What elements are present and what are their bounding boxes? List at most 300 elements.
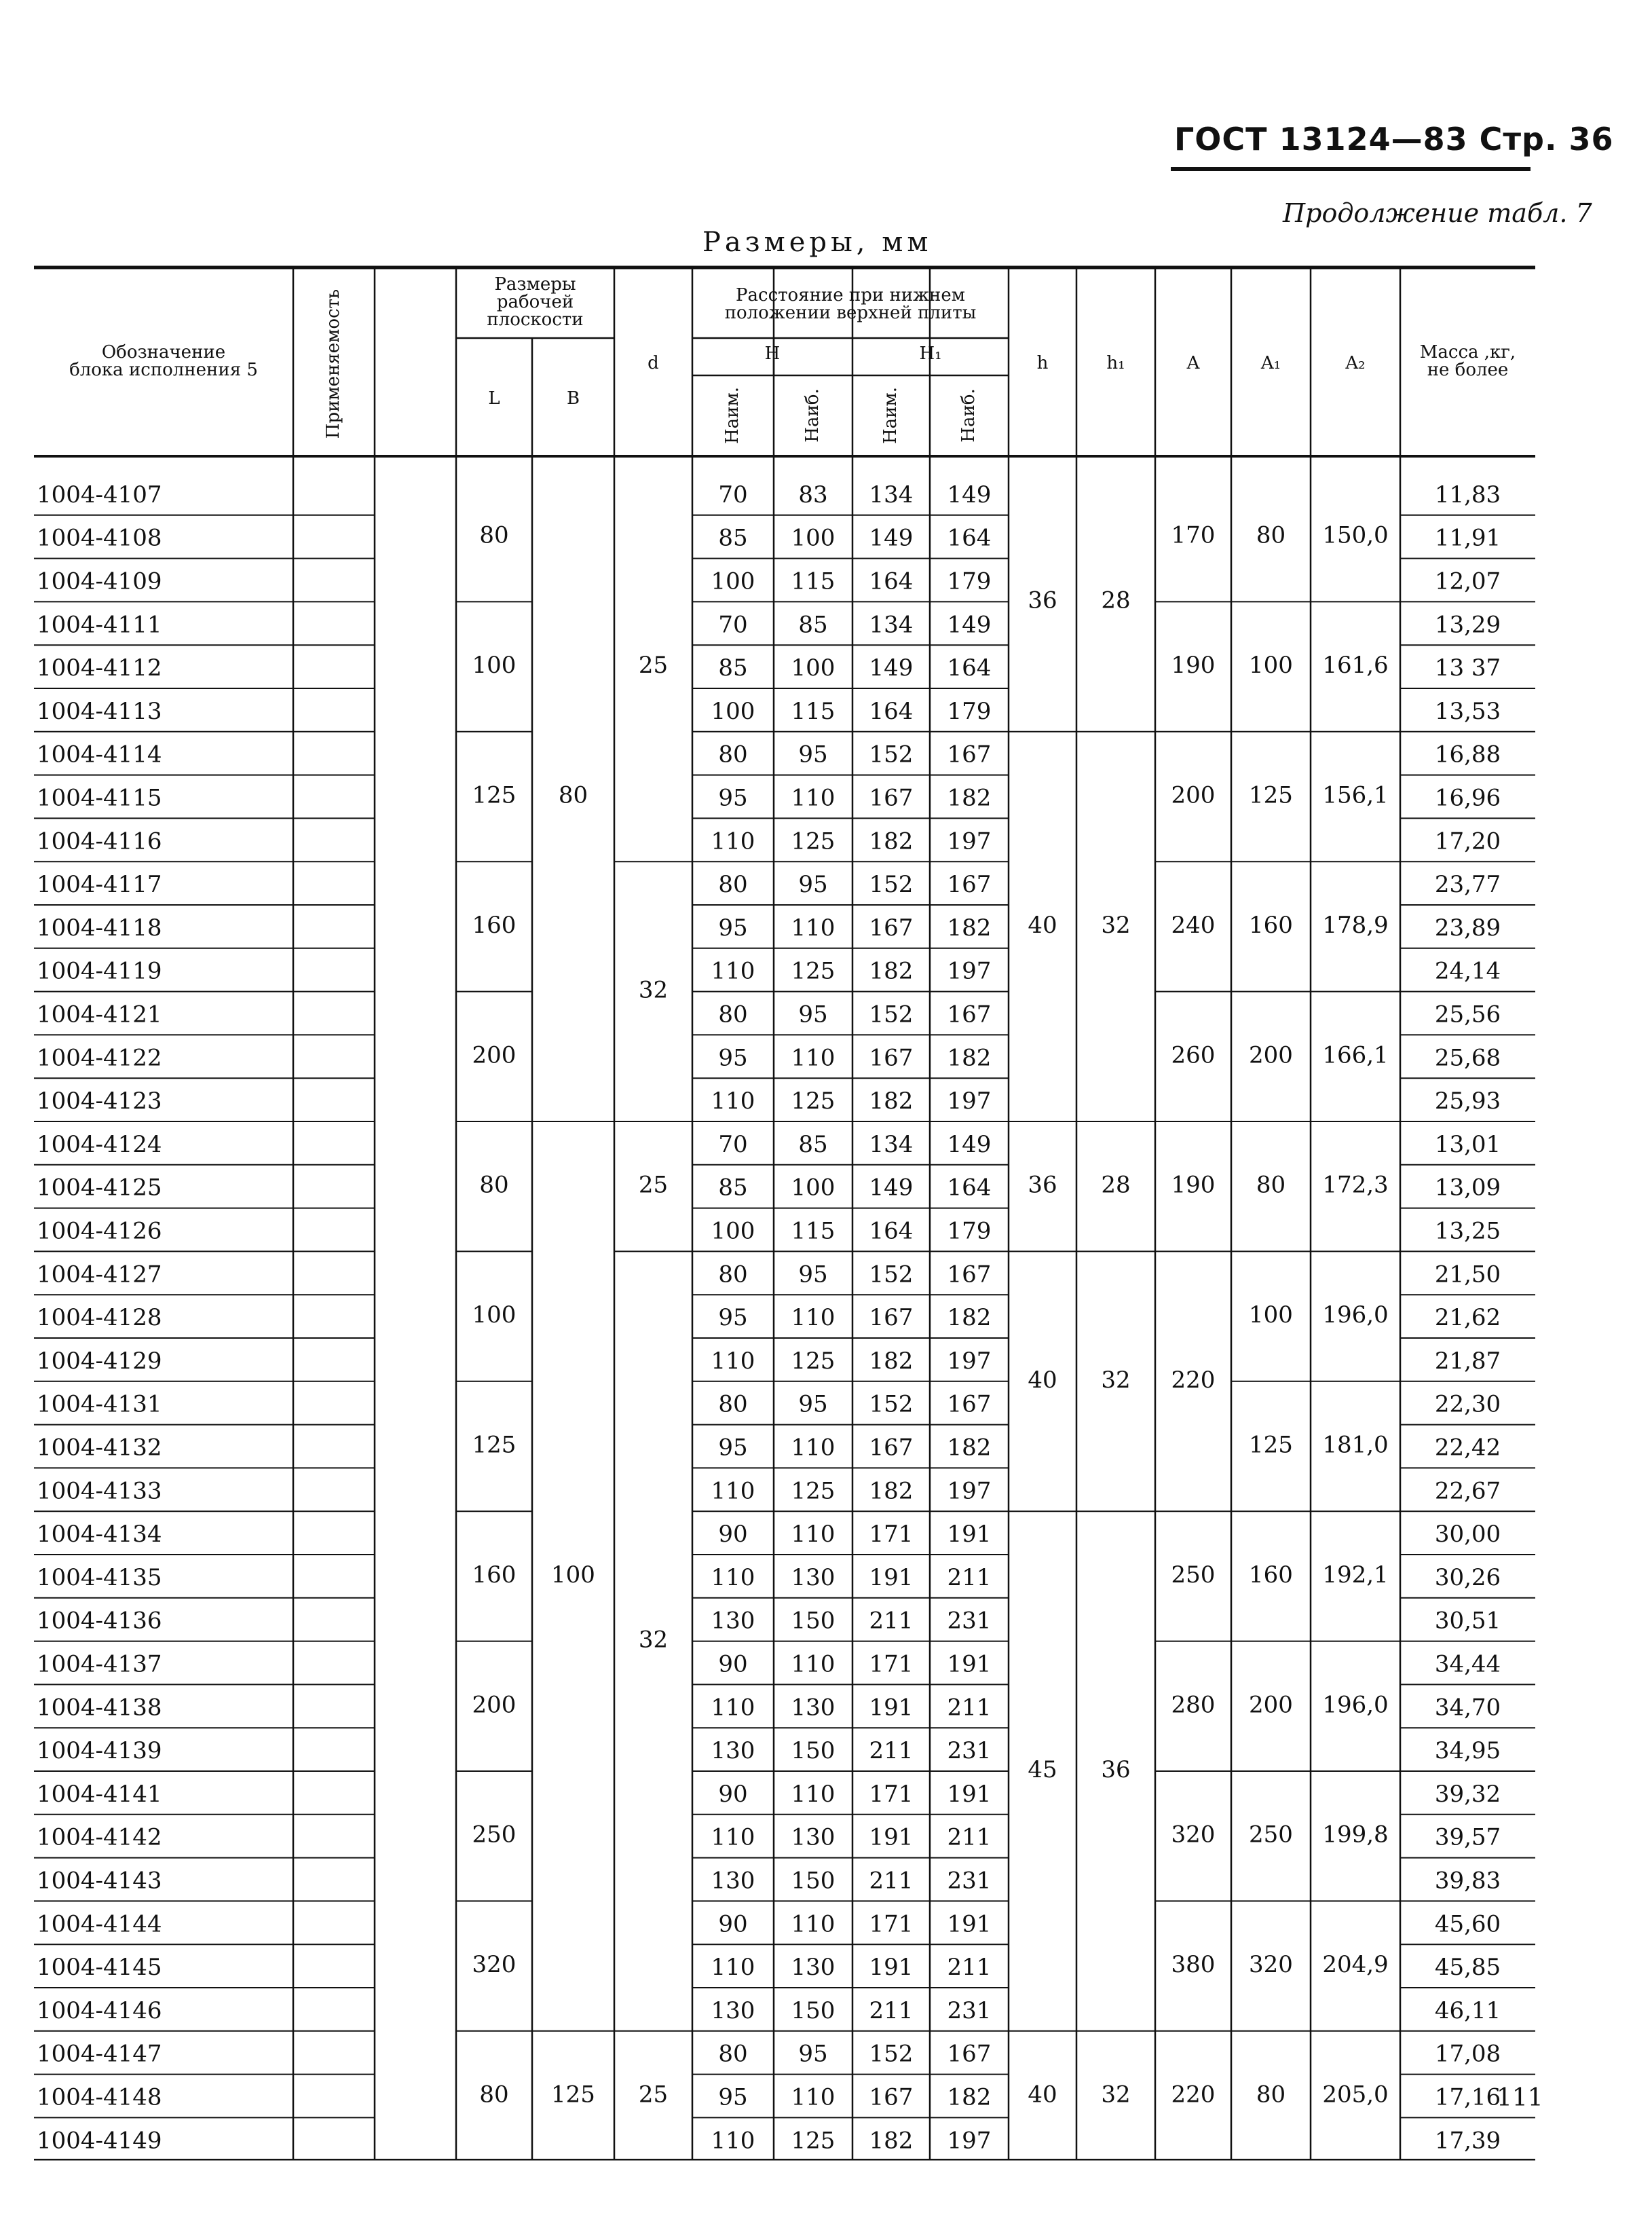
distance-value: 211 <box>869 1737 914 1765</box>
distance-value: 90 <box>718 1521 748 1548</box>
block-designation: 1004-4134 <box>37 1521 162 1548</box>
distance-value: 125 <box>791 2127 836 2155</box>
distance-value: 167 <box>869 1304 914 1332</box>
h1-value: 28 <box>1101 587 1131 614</box>
h-value: 45 <box>1028 1756 1057 1783</box>
distance-value: 110 <box>791 1650 836 1678</box>
mass-value: 34,70 <box>1434 1694 1501 1722</box>
block-designation: 1004-4133 <box>37 1477 162 1505</box>
distance-value: 179 <box>947 568 992 595</box>
A2-value: 204,9 <box>1322 1951 1389 1979</box>
distance-value: 125 <box>791 828 836 855</box>
distance-value: 182 <box>869 957 914 985</box>
distance-value: 231 <box>947 1867 992 1895</box>
mass-value: 11,83 <box>1434 481 1501 508</box>
distance-value: 100 <box>711 568 755 595</box>
L-value: 80 <box>479 2081 509 2109</box>
distance-value: 191 <box>947 1521 992 1548</box>
document-header: ГОСТ 13124—83 Стр. 36 <box>1174 121 1614 157</box>
distance-value: 164 <box>947 1174 992 1202</box>
B-value: 125 <box>551 2081 595 2109</box>
distance-value: 70 <box>718 481 748 508</box>
distance-value: 150 <box>791 1997 836 2024</box>
distance-value: 85 <box>798 1130 828 1158</box>
distance-value: 182 <box>947 2083 992 2111</box>
distance-value: 80 <box>718 871 748 899</box>
distance-value: 110 <box>711 957 755 985</box>
distance-value: 130 <box>791 1694 836 1722</box>
L-value: 80 <box>479 521 509 549</box>
mass-value: 25,68 <box>1434 1044 1501 1072</box>
h-value: 40 <box>1028 2081 1057 2109</box>
distance-value: 152 <box>869 1261 914 1288</box>
block-designation: 1004-4129 <box>37 1347 162 1375</box>
distance-value: 110 <box>711 1477 755 1505</box>
h1-value: 36 <box>1101 1756 1131 1783</box>
header-h1: h₁ <box>1106 353 1125 373</box>
distance-value: 110 <box>711 2127 755 2155</box>
distance-value: 130 <box>711 1867 755 1895</box>
mass-value: 13,53 <box>1434 697 1501 725</box>
header-max: Наиб. <box>802 388 823 443</box>
block-designation: 1004-4128 <box>37 1304 162 1332</box>
distance-value: 130 <box>711 1607 755 1635</box>
distance-value: 152 <box>869 871 914 899</box>
distance-value: 90 <box>718 1650 748 1678</box>
header-mass: Масса ,кг, <box>1419 342 1516 363</box>
distance-value: 164 <box>947 524 992 552</box>
distance-value: 152 <box>869 1001 914 1028</box>
A-value: 200 <box>1171 781 1216 809</box>
distance-value: 115 <box>791 697 836 725</box>
A1-value: 80 <box>1256 1171 1286 1199</box>
header-work-surface: Размеры <box>494 274 576 295</box>
A2-value: 196,0 <box>1322 1691 1389 1719</box>
distance-value: 167 <box>869 1434 914 1462</box>
block-designation: 1004-4144 <box>37 1910 162 1938</box>
distance-value: 95 <box>798 1390 828 1418</box>
A2-value: 181,0 <box>1322 1431 1389 1459</box>
distance-value: 150 <box>791 1867 836 1895</box>
distance-value: 149 <box>947 481 992 508</box>
L-value: 160 <box>472 911 517 939</box>
distance-value: 149 <box>947 611 992 639</box>
L-value: 100 <box>472 652 517 680</box>
mass-value: 30,00 <box>1434 1521 1501 1548</box>
distance-value: 110 <box>711 828 755 855</box>
distance-value: 80 <box>718 1261 748 1288</box>
distance-value: 134 <box>869 481 914 508</box>
A-value: 380 <box>1171 1951 1216 1979</box>
distance-value: 125 <box>791 957 836 985</box>
d-value: 32 <box>638 976 669 1004</box>
header-L: L <box>488 388 500 409</box>
mass-value: 16,96 <box>1434 784 1501 812</box>
distance-value: 100 <box>791 654 836 682</box>
distance-value: 90 <box>718 1910 748 1938</box>
distance-value: 164 <box>869 697 914 725</box>
block-designation: 1004-4147 <box>37 2040 162 2068</box>
mass-value: 39,32 <box>1434 1780 1501 1808</box>
distance-value: 95 <box>718 914 748 942</box>
distance-value: 125 <box>791 1088 836 1115</box>
A1-value: 125 <box>1249 781 1293 809</box>
distance-value: 167 <box>947 871 992 899</box>
distance-value: 130 <box>711 1737 755 1765</box>
distance-value: 182 <box>947 914 992 942</box>
L-value: 200 <box>472 1041 517 1069</box>
A-value: 170 <box>1171 521 1216 549</box>
header-work-surface: плоскости <box>487 310 584 330</box>
block-designation: 1004-4118 <box>37 914 162 942</box>
block-designation: 1004-4132 <box>37 1434 162 1462</box>
mass-value: 12,07 <box>1434 568 1501 595</box>
distance-value: 110 <box>791 914 836 942</box>
mass-value: 23,89 <box>1434 914 1501 942</box>
distance-value: 80 <box>718 2040 748 2068</box>
distance-value: 152 <box>869 741 914 768</box>
distance-value: 211 <box>947 1823 992 1851</box>
distance-value: 167 <box>869 2083 914 2111</box>
mass-value: 16,88 <box>1434 741 1501 768</box>
block-designation: 1004-4124 <box>37 1130 162 1158</box>
distance-value: 95 <box>798 1261 828 1288</box>
A-value: 190 <box>1171 1171 1216 1199</box>
mass-value: 23,77 <box>1434 871 1501 899</box>
A1-value: 320 <box>1249 1951 1293 1979</box>
mass-value: 39,57 <box>1434 1823 1501 1851</box>
A2-value: 205,0 <box>1322 2081 1389 2109</box>
block-designation: 1004-4112 <box>37 654 162 682</box>
mass-value: 17,08 <box>1434 2040 1501 2068</box>
header-designation: блока исполнения 5 <box>69 360 258 380</box>
header-h: h <box>1036 353 1049 373</box>
distance-value: 80 <box>718 1001 748 1028</box>
distance-value: 164 <box>869 568 914 595</box>
L-value: 200 <box>472 1691 517 1719</box>
A2-value: 192,1 <box>1322 1561 1389 1589</box>
distance-value: 90 <box>718 1780 748 1808</box>
distance-value: 171 <box>869 1910 914 1938</box>
distance-value: 191 <box>947 1780 992 1808</box>
distance-value: 149 <box>869 654 914 682</box>
distance-value: 110 <box>711 1823 755 1851</box>
distance-value: 130 <box>791 1954 836 1982</box>
A1-value: 125 <box>1249 1431 1293 1459</box>
A1-value: 80 <box>1256 521 1286 549</box>
mass-value: 13,25 <box>1434 1217 1501 1245</box>
distance-value: 164 <box>869 1217 914 1245</box>
block-designation: 1004-4142 <box>37 1823 162 1851</box>
header-applicability: Применяемость <box>323 289 343 439</box>
A-value: 220 <box>1171 2081 1216 2109</box>
distance-value: 95 <box>718 1434 748 1462</box>
block-designation: 1004-4109 <box>37 568 162 595</box>
distance-value: 211 <box>947 1954 992 1982</box>
h1-value: 32 <box>1101 911 1131 939</box>
distance-value: 134 <box>869 611 914 639</box>
block-designation: 1004-4148 <box>37 2083 162 2111</box>
A1-value: 80 <box>1256 2081 1286 2109</box>
distance-value: 125 <box>791 1347 836 1375</box>
distance-value: 100 <box>711 697 755 725</box>
distance-value: 182 <box>947 784 992 812</box>
mass-value: 13,01 <box>1434 1130 1501 1158</box>
mass-value: 45,85 <box>1434 1954 1501 1982</box>
block-designation: 1004-4119 <box>37 957 162 985</box>
distance-value: 152 <box>869 1390 914 1418</box>
distance-value: 182 <box>869 2127 914 2155</box>
distance-value: 95 <box>718 2083 748 2111</box>
distance-value: 130 <box>711 1997 755 2024</box>
mass-value: 39,83 <box>1434 1867 1501 1895</box>
distance-value: 125 <box>791 1477 836 1505</box>
distance-value: 191 <box>869 1563 914 1591</box>
A1-value: 200 <box>1249 1041 1293 1069</box>
distance-value: 150 <box>791 1737 836 1765</box>
sizes-caption: Размеры, мм <box>702 227 933 258</box>
block-designation: 1004-4115 <box>37 784 162 812</box>
distance-value: 110 <box>711 1954 755 1982</box>
block-designation: 1004-4111 <box>37 611 162 639</box>
mass-value: 17,39 <box>1434 2127 1501 2155</box>
block-designation: 1004-4116 <box>37 828 162 855</box>
distance-value: 231 <box>947 1997 992 2024</box>
header-max: Наиб. <box>958 388 979 443</box>
distance-value: 130 <box>791 1823 836 1851</box>
block-designation: 1004-4107 <box>37 481 162 508</box>
A2-value: 166,1 <box>1322 1041 1389 1069</box>
B-value: 100 <box>551 1561 595 1589</box>
distance-value: 167 <box>947 1261 992 1288</box>
distance-value: 110 <box>791 1780 836 1808</box>
A1-value: 250 <box>1249 1821 1293 1849</box>
block-designation: 1004-4131 <box>37 1390 162 1418</box>
block-designation: 1004-4117 <box>37 871 162 899</box>
distance-value: 182 <box>869 1088 914 1115</box>
distance-value: 115 <box>791 568 836 595</box>
distance-value: 191 <box>869 1694 914 1722</box>
block-designation: 1004-4139 <box>37 1737 162 1765</box>
h-value: 40 <box>1028 911 1057 939</box>
distance-value: 167 <box>947 1001 992 1028</box>
distance-value: 179 <box>947 697 992 725</box>
h1-value: 28 <box>1101 1171 1131 1199</box>
block-designation: 1004-4126 <box>37 1217 162 1245</box>
A1-value: 160 <box>1249 911 1293 939</box>
distance-value: 231 <box>947 1607 992 1635</box>
mass-value: 13 37 <box>1434 654 1501 682</box>
header-H1: H₁ <box>919 344 942 364</box>
distance-value: 85 <box>718 1174 748 1202</box>
d-value: 25 <box>638 652 669 680</box>
distance-value: 211 <box>947 1563 992 1591</box>
A2-value: 156,1 <box>1322 781 1389 809</box>
A1-value: 200 <box>1249 1691 1293 1719</box>
block-designation: 1004-4114 <box>37 741 162 768</box>
block-designation: 1004-4108 <box>37 524 162 552</box>
distance-value: 83 <box>798 481 828 508</box>
distance-value: 85 <box>718 524 748 552</box>
A-value: 190 <box>1171 652 1216 680</box>
A1-value: 100 <box>1249 1301 1293 1329</box>
A-value: 260 <box>1171 1041 1216 1069</box>
distance-value: 100 <box>791 524 836 552</box>
distance-value: 100 <box>711 1217 755 1245</box>
mass-value: 25,56 <box>1434 1001 1501 1028</box>
distance-value: 70 <box>718 611 748 639</box>
distance-value: 134 <box>869 1130 914 1158</box>
distance-value: 110 <box>791 784 836 812</box>
distance-value: 231 <box>947 1737 992 1765</box>
distance-value: 164 <box>947 654 992 682</box>
A-value: 320 <box>1171 1821 1216 1849</box>
distance-value: 110 <box>711 1347 755 1375</box>
h-value: 40 <box>1028 1366 1057 1394</box>
distance-value: 167 <box>947 741 992 768</box>
distance-value: 167 <box>947 1390 992 1418</box>
A2-value: 172,3 <box>1322 1171 1389 1199</box>
h1-value: 32 <box>1101 2081 1131 2109</box>
distance-value: 80 <box>718 741 748 768</box>
header-A: A <box>1186 353 1200 373</box>
distance-value: 115 <box>791 1217 836 1245</box>
distance-value: 171 <box>869 1780 914 1808</box>
distance-value: 80 <box>718 1390 748 1418</box>
distance-value: 182 <box>947 1044 992 1072</box>
block-designation: 1004-4137 <box>37 1650 162 1678</box>
block-designation: 1004-4122 <box>37 1044 162 1072</box>
distance-value: 197 <box>947 1477 992 1505</box>
A2-value: 196,0 <box>1322 1301 1389 1329</box>
header-A2: A₂ <box>1345 353 1366 373</box>
A-value: 250 <box>1171 1561 1216 1589</box>
distance-value: 110 <box>791 1521 836 1548</box>
block-designation: 1004-4125 <box>37 1174 162 1202</box>
L-value: 250 <box>472 1821 517 1849</box>
B-value: 80 <box>558 781 588 809</box>
distance-value: 182 <box>947 1434 992 1462</box>
header-min: Наим. <box>880 387 901 444</box>
mass-value: 22,42 <box>1434 1434 1501 1462</box>
mass-value: 34,95 <box>1434 1737 1501 1765</box>
block-designation: 1004-4121 <box>37 1001 162 1028</box>
d-value: 25 <box>638 2081 669 2109</box>
mass-value: 22,30 <box>1434 1390 1501 1418</box>
distance-value: 149 <box>947 1130 992 1158</box>
distance-value: 197 <box>947 2127 992 2155</box>
L-value: 160 <box>472 1561 517 1589</box>
block-designation: 1004-4113 <box>37 697 162 725</box>
L-value: 80 <box>479 1171 509 1199</box>
header-H: H <box>764 344 781 364</box>
header-d: d <box>647 353 659 373</box>
A-value: 240 <box>1171 911 1216 939</box>
distance-value: 211 <box>947 1694 992 1722</box>
distance-value: 110 <box>711 1088 755 1115</box>
d-value: 32 <box>638 1626 669 1654</box>
distance-value: 110 <box>791 1304 836 1332</box>
distance-value: 95 <box>798 871 828 899</box>
distance-value: 191 <box>947 1910 992 1938</box>
distance-value: 85 <box>798 611 828 639</box>
distance-value: 182 <box>869 828 914 855</box>
mass-value: 17,20 <box>1434 828 1501 855</box>
mass-value: 13,09 <box>1434 1174 1501 1202</box>
distance-value: 197 <box>947 828 992 855</box>
d-value: 25 <box>638 1171 669 1199</box>
distance-value: 191 <box>947 1650 992 1678</box>
distance-value: 191 <box>869 1823 914 1851</box>
page-number: 111 <box>1497 2084 1543 2112</box>
A2-value: 178,9 <box>1322 911 1389 939</box>
block-designation: 1004-4135 <box>37 1563 162 1591</box>
A1-value: 160 <box>1249 1561 1293 1589</box>
distance-value: 152 <box>869 2040 914 2068</box>
h-value: 36 <box>1028 1171 1057 1199</box>
distance-value: 110 <box>791 1910 836 1938</box>
block-designation: 1004-4143 <box>37 1867 162 1895</box>
A2-value: 161,6 <box>1322 652 1389 680</box>
distance-value: 110 <box>791 1434 836 1462</box>
L-value: 125 <box>472 781 517 809</box>
block-designation: 1004-4149 <box>37 2127 162 2155</box>
distance-value: 167 <box>869 914 914 942</box>
distance-value: 182 <box>947 1304 992 1332</box>
distance-value: 211 <box>869 1867 914 1895</box>
L-value: 125 <box>472 1431 517 1459</box>
mass-value: 34,44 <box>1434 1650 1501 1678</box>
mass-value: 13,29 <box>1434 611 1501 639</box>
distance-value: 95 <box>718 1044 748 1072</box>
distance-value: 95 <box>798 741 828 768</box>
distance-value: 197 <box>947 957 992 985</box>
A2-value: 199,8 <box>1322 1821 1389 1849</box>
L-value: 320 <box>472 1951 517 1979</box>
A-value: 220 <box>1171 1366 1216 1394</box>
distance-value: 85 <box>718 654 748 682</box>
distance-value: 197 <box>947 1088 992 1115</box>
distance-value: 95 <box>798 2040 828 2068</box>
block-designation: 1004-4138 <box>37 1694 162 1722</box>
distance-value: 182 <box>869 1347 914 1375</box>
header-designation: Обозначение <box>101 342 226 363</box>
mass-value: 24,14 <box>1434 957 1501 985</box>
block-designation: 1004-4127 <box>37 1261 162 1288</box>
header-work-surface: рабочей <box>496 292 574 312</box>
h-value: 36 <box>1028 587 1057 614</box>
A2-value: 150,0 <box>1322 521 1389 549</box>
distance-value: 110 <box>791 2083 836 2111</box>
distance-value: 191 <box>869 1954 914 1982</box>
mass-value: 46,11 <box>1434 1997 1501 2024</box>
distance-value: 100 <box>791 1174 836 1202</box>
mass-value: 30,51 <box>1434 1607 1501 1635</box>
block-designation: 1004-4123 <box>37 1088 162 1115</box>
mass-value: 45,60 <box>1434 1910 1501 1938</box>
distance-value: 171 <box>869 1650 914 1678</box>
table-continuation-label: Продолжение табл. 7 <box>1283 198 1592 228</box>
L-value: 100 <box>472 1301 517 1329</box>
mass-value: 30,26 <box>1434 1563 1501 1591</box>
distance-value: 95 <box>798 1001 828 1028</box>
distance-value: 211 <box>869 1997 914 2024</box>
distance-value: 95 <box>718 1304 748 1332</box>
mass-value: 22,67 <box>1434 1477 1501 1505</box>
header-A1: A₁ <box>1260 353 1281 373</box>
distance-value: 182 <box>869 1477 914 1505</box>
mass-value: 21,50 <box>1434 1261 1501 1288</box>
